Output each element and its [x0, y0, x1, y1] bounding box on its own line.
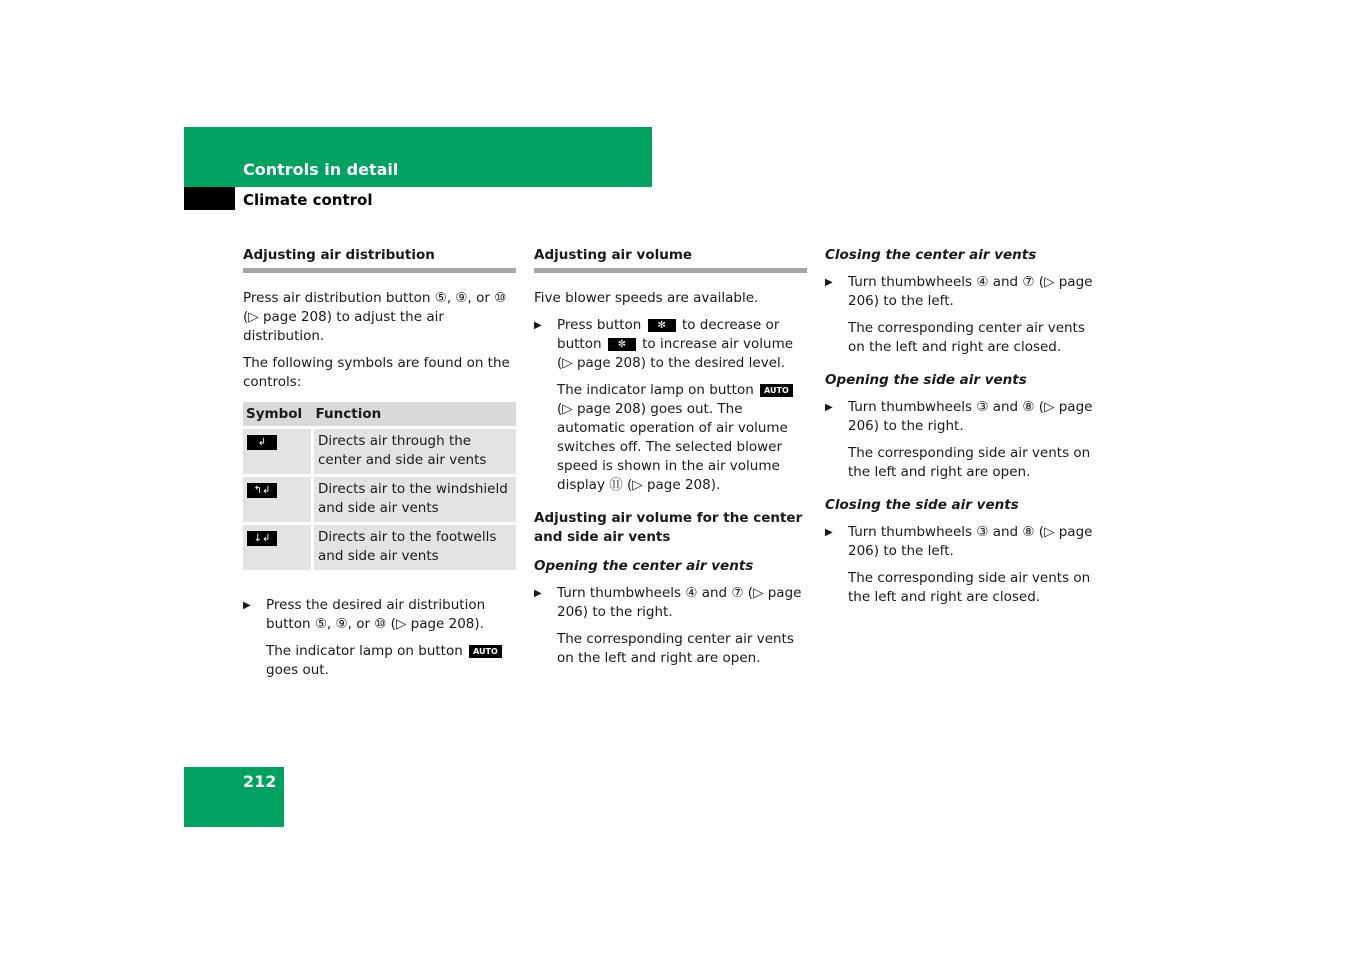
subheading-closing-side: Closing the side air vents	[825, 497, 1019, 513]
instruction-note: The corresponding center air vents on the left and right are open.	[557, 631, 794, 666]
intro-text: Press air distribution button ⑤, ⑨, or ⑩ (▷ page 208) to adjust the air distribution.	[243, 290, 507, 344]
fan-low-icon: ✻	[648, 319, 676, 332]
subheading-closing-center: Closing the center air vents	[825, 247, 1037, 263]
column-air-volume	[534, 246, 807, 682]
subheading-opening-center: Opening the center air vents	[534, 558, 754, 574]
bullet-arrow-icon: ▶	[825, 527, 833, 538]
instruction-note: The indicator lamp on button AUTO (▷ page 208) goes out. The automatic operation of air volume switches off. The selected blower speed is shown in the air volume display ⑪ (▷ page 208).	[534, 381, 807, 495]
section-tab-marker	[184, 187, 235, 210]
intro-text: Five blower speeds are available.	[534, 290, 759, 306]
bullet-arrow-icon: ▶	[243, 600, 251, 611]
table-row	[243, 476, 516, 524]
bullet-arrow-icon: ▶	[534, 320, 542, 331]
center-side-vents-icon: ↲	[247, 435, 277, 450]
function-cell: Directs air to the footwells and side air vents	[313, 524, 517, 571]
windshield-side-vents-icon: ↰↲	[247, 483, 277, 498]
instruction-step: ▶ Turn thumbwheels ③ and ⑧ (▷ page 206) to the left.	[825, 524, 1093, 559]
subsection-title: Climate control	[243, 191, 373, 209]
bullet-arrow-icon: ▶	[825, 402, 833, 413]
auto-button-icon: AUTO	[760, 384, 793, 397]
instruction-step: ▶ Turn thumbwheels ③ and ⑧ (▷ page 206) to the right.	[825, 399, 1093, 434]
bullet-arrow-icon: ▶	[825, 277, 833, 288]
instruction-note: The corresponding center air vents on the left and right are closed.	[848, 320, 1085, 355]
instruction-note: The corresponding side air vents on the left and right are closed.	[848, 570, 1091, 605]
table-row	[243, 524, 516, 571]
instruction-step: ▶ Turn thumbwheels ④ and ⑦ (▷ page 206) to the right.	[534, 585, 802, 620]
footwell-side-vents-icon: ↓↲	[247, 531, 277, 546]
table-row	[243, 428, 516, 476]
column-vents	[825, 246, 1100, 621]
instruction-note: The indicator lamp on button AUTO goes out.	[243, 642, 516, 680]
column-header-function: Function	[313, 402, 517, 428]
subheading-vent-volume: Adjusting air volume for the center and side air vents	[534, 510, 803, 545]
auto-button-icon: AUTO	[469, 645, 502, 658]
instruction-step: ▶ Turn thumbwheels ④ and ⑦ (▷ page 206) to the left.	[825, 274, 1093, 309]
section-title: Controls in detail	[243, 160, 399, 179]
symbol-table	[243, 402, 516, 570]
table-header-row	[243, 402, 516, 428]
heading-air-volume: Adjusting air volume	[534, 246, 807, 273]
instruction-step: ▶ Press the desired air distribution button ⑤, ⑨, or ⑩ (▷ page 208).	[243, 597, 486, 632]
heading-air-distribution: Adjusting air distribution	[243, 246, 516, 273]
instruction-step: ▶ Press button ✻ to decrease or button ✼ to increase air volume (▷ page 208) to the desired level.	[534, 317, 794, 371]
subheading-opening-side: Opening the side air vents	[825, 372, 1027, 388]
intro-text-2: The following symbols are found on the controls:	[243, 355, 510, 390]
page-number: 212	[243, 772, 277, 791]
fan-high-icon: ✼	[608, 338, 636, 351]
column-header-symbol: Symbol	[243, 402, 313, 428]
function-cell: Directs air through the center and side air vents	[313, 428, 517, 476]
bullet-arrow-icon: ▶	[534, 588, 542, 599]
function-cell: Directs air to the windshield and side air vents	[313, 476, 517, 524]
column-air-distribution	[243, 246, 516, 694]
instruction-note: The corresponding side air vents on the left and right are open.	[848, 445, 1091, 480]
